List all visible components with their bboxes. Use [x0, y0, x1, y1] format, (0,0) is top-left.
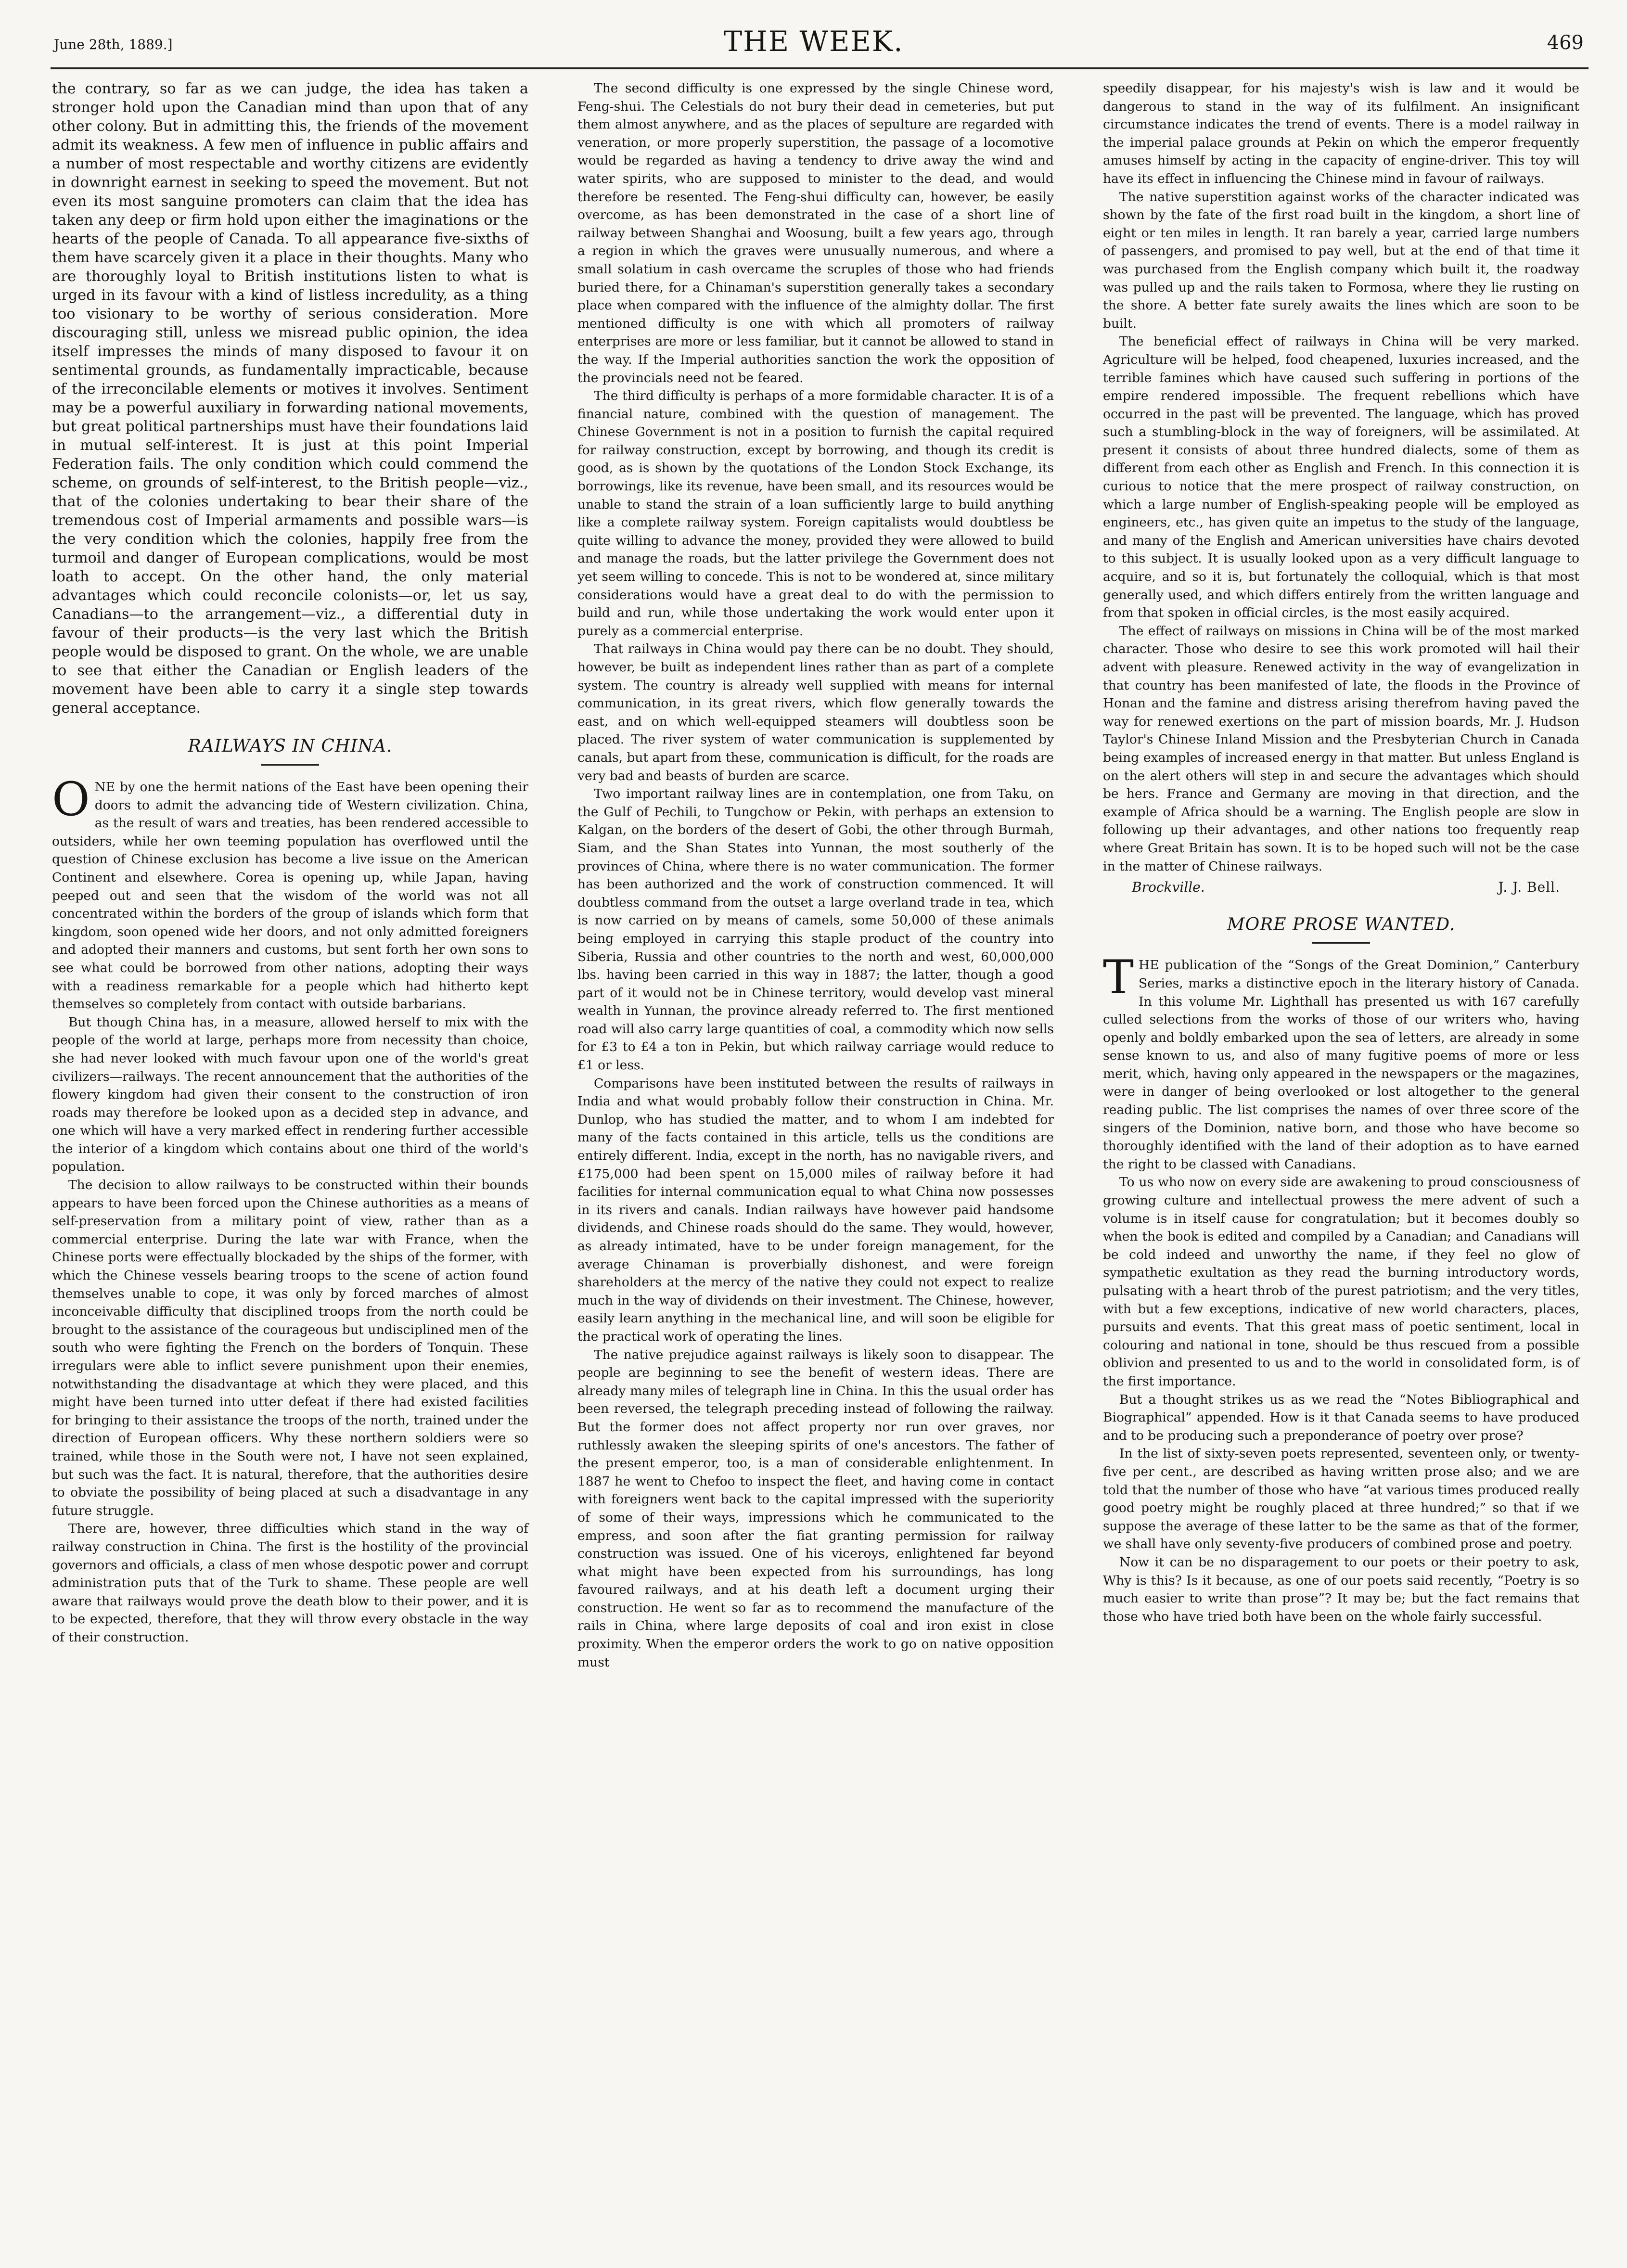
paragraph-text: NE by one the hermit nations of the East have been opening their doors to admit the advancing tide of Western civilization. China, as the result of wars and treaties, has been rendered accessible to outsiders, while her own teeming population has overflowed until the question of Chinese exclusion has become a live issue on the American Continent and elsewhere. Corea is opening up, while Japan, having peeped out and seen that the wisdom of the world was not all concentrated within the borders of the group of islands which form that kingdom, soon opened wide her doors, and not only admitted foreigners and adopted their manners and customs, but sent forth her own sons to see what could be borrowed from other nations, adopting their ways with a readiness remarkable for a people which had hitherto kept themselves so completely from contact with outside barbarians.	[52, 780, 528, 1012]
paragraph: The beneficial effect of railways in China will be very marked. Agriculture will be helped, food cheapened, luxuries increased, and the terrible famines which have caused such suffering in portions of the empire rendered impossible. The frequent rebellions which have occurred in the past will be prevented. The language, which has proved such a stumbling-block in the way of foreigners, will be assimilated. At present it consists of about three hundred dialects, some of them as different from each other as English and French. In this connection it is curious to notice that the mere prospect of railway construction, on which a large number of English-speaking people will be employed as engineers, etc., has given quite an impetus to the study of the language, and many of the English and American universities have chairs devoted to this subject. It is usually looked upon as a very difficult language to acquire, and so it is, but fortunately the colloquial, which is that most generally used, and which differs entirely from the written language and from that spoken in official circles, is the most easily acquired.	[1103, 334, 1579, 621]
paragraph: The second difficulty is one expressed by the single Chinese word, Feng-shui. The Celestials do not bury their dead in cemeteries, but put them almost anywhere, and as the places of sepulture are regarded with veneration, or more properly superstition, the passage of a locomotive would be regarded as having a tendency to drive away the wind and water spirits, who are supposed to minister to the dead, and would therefore be resented. The Feng-shui difficulty can, however, be easily overcome, as has been demonstrated in the case of a short line of railway between Shanghai and Woosung, built a few years ago, through a region in which the graves were unusually numerous, and where a small solatium in cash overcame the scruples of those who had friends buried there, for a Chinaman's superstition generally takes a secondary place when compared with the influence of the almighty dollar. The first mentioned difficulty is one with which all promoters of railway enterprises are more or less familiar, but it cannot be allowed to stand in the way. If the Imperial authorities sanction the work the opposition of the provincials need not be feared.	[577, 81, 1054, 385]
paragraph-lead	[1103, 950, 1579, 1173]
paragraph: The native prejudice against railways is likely soon to disappear. The people are beginning to see the benefit of western ideas. There are already many miles of telegraph line in China. In this the usual order has been reversed, the telegraph preceding instead of following the railway. But the former does not affect property nor run over graves, nor ruthlessly awaken the sleeping spirits of one's ancestors. The father of the present emperor, too, is a man of considerable enlightenment. In 1887 he went to Chefoo to inspect the fleet, and having come in contact with foreigners went back to the capital impressed with the superiority of some of their ways, impressions which he communicated to the empress, and soon after the fiat granting permission for railway construction was issued. One of his viceroys, enlightened far beyond what might have been expected from his surroundings, has long favoured railways, and at his death left a document urging their construction. He went so far as to recommend the manufacture of the rails in China, where large deposits of coal and iron exist in close proximity. When the emperor orders the work to go on native opposition must	[577, 1347, 1054, 1670]
issue-date: June 28th, 1889.]	[54, 37, 173, 52]
paragraph: speedily disappear, for his majesty's wish is law and it would be dangerous to stand in the way of its fulfilment. An insignificant circumstance indicates the trend of events. There is a model railway in the imperial palace grounds at Pekin on which the emperor frequently amuses himself by acting in the capacity of engine-driver. This toy will have its effect in influencing the Chinese mind in favour of railways.	[1103, 81, 1579, 186]
paragraph: the contrary, so far as we can judge, the idea has taken a stronger hold upon the Canadian mind than upon that of any other colony. But in admitting this, the friends of the movement admit its weakness. A few men of influence in public affairs and a number of most respectable and worthy citizens are evidently in downright earnest in seeking to speed the movement. But not even its most sanguine promoters can claim that the idea has taken any deep or firm hold upon either the imaginations or the hearts of the people of Canada. To all appearance five-sixths of them have scarcely given it a place in their thoughts. Many who are thoroughly loyal to British institutions listen to what is urged in its favour with a kind of listless incredulity, as a thing too visionary to be worthy of serious consideration. More discouraging still, unless we misread public opinion, the idea itself impresses the minds of many disposed to favour it on sentimental grounds, as fundamentally impracticable, because of the irreconcilable elements or motives it involves. Sentiment may be a powerful auxiliary in forwarding national movements, but great political partnerships must have their foundations laid in mutual self-interest. It is just at this point Imperial Federation fails. The only condition which could commend the scheme, on grounds of self-interest, to the British people—viz., that of the colonies undertaking to bear their share of the tremendous cost of Imperial armaments and possible wars—is the very condition which the colonies, happily free from the turmoil and danger of European complications, would be most loath to accept. On the other hand, the only material advantages which could reconcile colonists—or, let us say, Canadians—to the arrangement—viz., a differential duty in favour of their products—is the very last which the British people would be disposed to grant. On the whole, we are unable to see that either the Canadian or English leaders of the movement have been able to carry it a single step towards general acceptance.	[52, 80, 528, 717]
signature-place: Brockville.	[1132, 879, 1205, 896]
paragraph: The native superstition against works of the character indicated was shown by the fate of the first road built in the kingdom, a short line of eight or ten miles in length. It ran barely a year, carried large numbers of passengers, and promised to pay well, but at the end of that time it was purchased from the English company which built it, the roadway was pulled up and the rails taken to Formosa, where they lie rusting on the shore. A better fate surely awaits the lines which are soon to be built.	[1103, 189, 1579, 331]
publication-title: THE WEEK.	[723, 25, 904, 58]
section-divider	[261, 764, 319, 766]
section-title-prose: MORE PROSE WANTED.	[1227, 914, 1456, 935]
column-1	[52, 79, 528, 1647]
paragraph: That railways in China would pay there can be no doubt. They should, however, be built as independent lines rather than as part of a complete system. The country is already well supplied with means for internal communication, in its great rivers, which flow generally towards the east, and on which well-equipped steamers will doubtless soon be placed. The river system of water communication is supplemented by canals, but apart from these, communication is difficult, for the roads are very bad and beasts of burden are scarce.	[577, 641, 1054, 783]
signature	[1103, 878, 1579, 897]
paragraph: To us who now on every side are awakening to proud consciousness of growing culture and intellectual prowess the mere advent of such a volume is in itself cause for congratulation; but it becomes doubly so when the book is edited and compiled by a Canadian; and Canadians will be cold indeed and unworthy the name, if they feel no glow of sympathetic exultation as they read the burning introductory words, pulsating with a heart throb of the purest patriotism; and the very titles, with but a few exceptions, indicative of new world characters, places, pursuits and events. That this great mass of poetic sentiment, local in colouring and national in tone, should be thus rescued from a possible oblivion and presented to us and to the world in consolidated form, is of the first importance.	[1103, 1175, 1579, 1389]
paragraph-lead	[52, 772, 528, 1013]
section-divider	[1312, 942, 1370, 944]
drop-cap: O	[52, 772, 90, 826]
drop-cap: T	[1103, 950, 1134, 1005]
article-railways-body	[52, 772, 528, 1647]
paragraph: The third difficulty is perhaps of a more formidable character. It is of a financial nature, combined with the question of management. The Chinese Government is not in a position to furnish the capital required for railway construction, except by borrowing, and though its credit is good, as is shown by the quotations of the London Stock Exchange, its borrowings, like its revenue, have been small, and its resources would be unable to stand the strain of a loan sufficiently large to build anything like a complete railway system. Foreign capitalists would doubtless be quite willing to advance the money, provided they were allowed to build and manage the roads, but the latter privilege the Government does not yet seem willing to concede. This is not to be wondered at, since military considerations would have a great deal to do with the permission to build and run, while those undertaking the work would enter upon it purely as a commercial enterprise.	[577, 388, 1054, 639]
header-rule	[51, 67, 1589, 69]
column-3	[1103, 79, 1579, 1626]
section-title-railways: RAILWAYS IN CHINA.	[188, 736, 393, 756]
signature-author: J. J. Bell.	[1498, 879, 1560, 896]
paragraph: But though China has, in a measure, allowed herself to mix with the people of the world at large, perhaps more from necessity than choice, she had never looked with much favour upon one of the world's great civilizers—railways. The recent announcement that the authorities of the flowery kingdom had given their consent to the construction of iron roads may therefore be looked upon as a decided step in advance, and one which will have a very marked effect in rendering further accessible the interior of a kingdom which contains about one third of the world's population.	[52, 1014, 528, 1175]
paragraph: But a thought strikes us as we read the “Notes Bibliographical and Biographical” appended. How is it that Canada seems to have produced and to be producing such a preponderance of poetry over prose?	[1103, 1392, 1579, 1443]
paragraph-text: HE publication of the “Songs of the Great Dominion,” Canterbury Series, marks a distinctive epoch in the literary history of Canada. In this volume Mr. Lighthall has presented us with 167 carefully culled selections from the works of those of our writers who, having openly and boldly embarked upon the sea of letters, are already in some sense known to us, and also of many fugitive poems of more or less merit, which, having only appeared in the newspapers or the magazines, were in danger of being overlooked or lost altogether to the general reading public. The list comprises the names of over three score of the singers of the Dominion, native born, and those who have become so thoroughly identified with the land of their adoption as to have earned the right to be classed with Canadians.	[1103, 958, 1579, 1172]
paragraph: Two important railway lines are in contemplation, one from Taku, on the Gulf of Pechili, to Tungchow or Pekin, with perhaps an extension to Kalgan, on the borders of the desert of Gobi, the other through Burmah, Siam, and the Shan States into Yunnan, the most southerly of the provinces of China, where there is no water communication. The former has been authorized and the work of construction commenced. It will doubtless command from the outset a large overland trade in tea, which is now carried on by means of camels, some 50,000 of these animals being employed in carrying this staple product of the country into Siberia, Russia and other countries to the north and west, 60,000,000 lbs. having been carried in this way in 1887; the latter, though a good part of it would not be in Chinese territory, would develop vast mineral wealth in Yunnan, the province already referred to. The first mentioned road will also carry large quantities of coal, a commodity which now sells for £3 to £4 a ton in Pekin, but which railway carriage would reduce to £1 or less.	[577, 786, 1054, 1073]
paragraph: In the list of sixty-seven poets represented, seventeen only, or twenty-five per cent., are described as having written prose also; and we are told that the number of those who have “at various times produced really good poetry might be roughly placed at three hundred;” so that if we suppose the average of these latter to be the same as that of the former, we shall have only seventy-five producers of combined prose and poetry.	[1103, 1446, 1579, 1552]
page-number: 469	[1547, 32, 1584, 54]
column-2	[577, 79, 1054, 1671]
paragraph: The decision to allow railways to be constructed within their bounds appears to have been forced upon the Chinese authorities as a means of self-preservation from a military point of view, rather than as a commercial enterprise. During the late war with France, when the Chinese ports were effectually blockaded by the ships of the former, with which the Chinese vessels bearing troops to the scene of action found themselves unable to cope, it was only by forced marches of almost inconceivable difficulty that disciplined troops from the north could be brought to the assistance of the courageous but undisciplined men of the south who were fighting the French on the borders of Tonquin. These irregulars were able to inflict severe punishment upon their enemies, notwithstanding the disadvantage at which they were placed, and this might have been turned into utter defeat if there had existed facilities for bringing to their assistance the troops of the north, trained under the direction of European officers. Why these northern soldiers were so trained, while those in the South were not, I have not seen explained, but such was the fact. It is natural, therefore, that the authorities desire to obviate the possibility of being placed at such a disadvantage in any future struggle.	[52, 1178, 528, 1518]
paragraph: Comparisons have been instituted between the results of railways in India and what would probably follow their construction in China. Mr. Dunlop, who has studied the matter, and to whom I am indebted for many of the facts contained in this article, tells us the conditions are entirely different. India, except in the north, has no navigable rivers, and £175,000 had been spent on 15,000 miles of railway before it had facilities for internal communication equal to what China now possesses in its rivers and canals. Indian railways have however paid handsome dividends, and Chinese roads should do the same. They would, however, as already intimated, have to be under foreign management, for the average Chinaman is proverbially dishonest, and were foreign shareholders at the mercy of the native they could not expect to realize much in the way of dividends on their investment. The Chinese, however, easily learn anything in the mechanical line, and will soon be eligible for the practical work of operating the lines.	[577, 1076, 1054, 1344]
paragraph: Now it can be no disparagement to our poets or their poetry to ask, Why is this? Is it because, as one of our poets said recently, “Poetry is so much easier to write than prose”? It may be; but the fact remains that those who have tried both have been on the whole fairly successful.	[1103, 1554, 1579, 1624]
paragraph: There are, however, three difficulties which stand in the way of railway construction in China. The first is the hostility of the provincial governors and officials, a class of men whose despotic power and corrupt administration puts that of the Turk to shame. These people are well aware that railways would prove the death blow to their power, and it is to be expected, therefore, that they will throw every obstacle in the way of their construction.	[52, 1521, 528, 1645]
paragraph: The effect of railways on missions in China will be of the most marked character. Those who desire to see this work promoted will hail their advent with pleasure. Renewed activity in the way of evangelization in that country has been manifested of late, the floods in the Province of Honan and the famine and distress arising therefrom having paved the way for renewed exertions on the part of mission boards, Mr. J. Hudson Taylor's Chinese Inland Mission and the Presbyterian Church in Canada being examples of increased energy in that matter. But unless England is on the alert others will step in and secure the advantages which should be hers. France and Germany are moving in that direction, and the example of Africa should be a warning. The English people are slow in following up their advantages, and other nations too frequently reap where Great Britain has sown. It is to be hoped such will not be the case in the matter of Chinese railways.	[1103, 623, 1579, 874]
